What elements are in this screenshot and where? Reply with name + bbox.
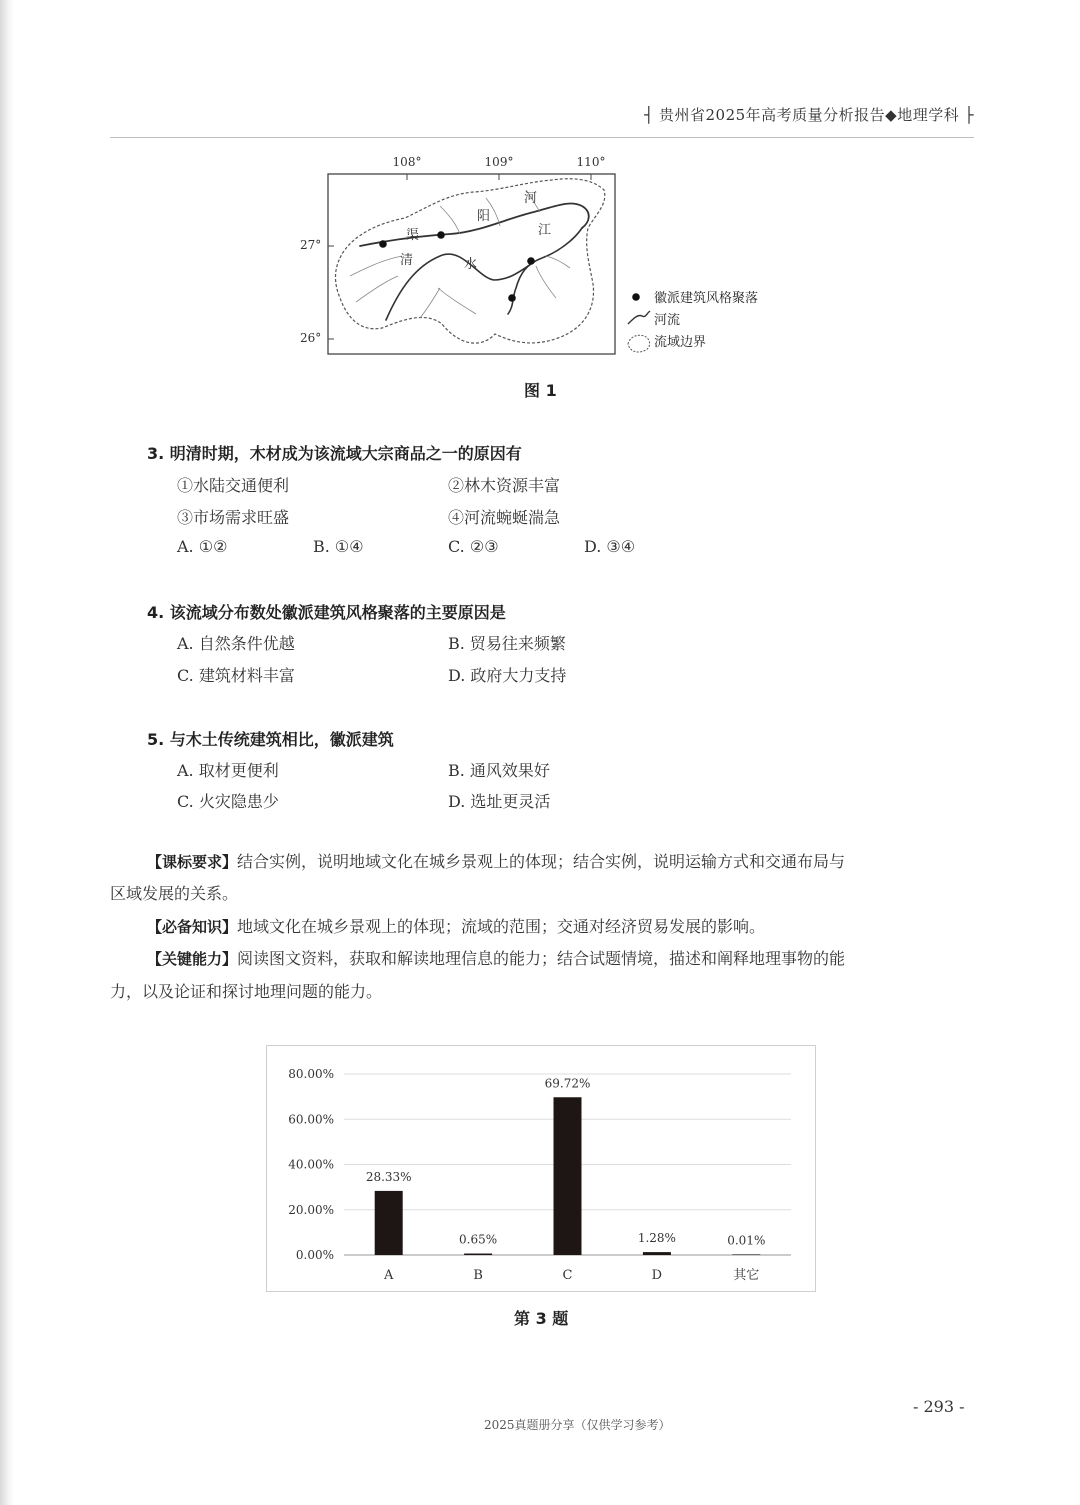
legend-boundary: 流域边界 — [654, 335, 707, 350]
q4-option-c: C. 建筑材料丰富 — [177, 666, 295, 685]
y-tick-label: 20.00% — [288, 1202, 334, 1217]
map-figure — [290, 148, 810, 366]
standard-text: 结合实例，说明地域文化在城乡景观上的体现；结合实例，说明运输方式和交通布局与 — [237, 852, 846, 871]
lat-label: 26° — [300, 331, 322, 345]
q3-item: ②林木资源丰富 — [448, 476, 561, 495]
knowledge-label: 【必备知识】 — [147, 918, 238, 936]
page-number: - 293 - — [913, 1397, 965, 1416]
settlement-dot — [527, 257, 535, 265]
q5-option-d: D. 选址更灵活 — [448, 792, 551, 811]
lat-label: 27° — [300, 238, 322, 252]
x-tick-label: B — [473, 1268, 483, 1283]
ability-line-2: 力，以及论证和探讨地理问题的能力。 — [110, 982, 383, 1001]
ability-text: 阅读图文资料，获取和解读地理信息的能力；结合试题情境，描述和阐释地理事物的能 — [237, 949, 846, 968]
x-tick-label: A — [384, 1268, 394, 1283]
q3-title: 3. 明清时期，木材成为该流域大宗商品之一的原因有 — [147, 444, 522, 463]
ability-line-1 — [147, 943, 845, 975]
y-tick-label: 60.00% — [288, 1112, 334, 1127]
q3-item: ④河流蜿蜒湍急 — [448, 508, 561, 527]
q3-item: ③市场需求旺盛 — [177, 508, 290, 527]
standard-line-1 — [147, 846, 845, 878]
q4-title: 4. 该流域分布数处徽派建筑风格聚落的主要原因是 — [147, 603, 506, 622]
lon-label: 109° — [484, 155, 514, 169]
river-char: 水 — [464, 257, 478, 272]
river-char: 江 — [538, 223, 552, 238]
legend-boundary-icon — [628, 335, 650, 352]
settlement-dot — [437, 231, 445, 239]
knowledge-line — [147, 911, 765, 943]
x-tick-label: D — [651, 1268, 663, 1283]
legend-dot-icon — [632, 293, 640, 301]
footer-note: 2025真题册分享（仅供学习参考） — [484, 1418, 671, 1432]
x-tick-label: 其它 — [733, 1268, 760, 1283]
q4-option-a: A. 自然条件优越 — [177, 634, 295, 653]
legend-settlement: 徽派建筑风格聚落 — [654, 291, 759, 306]
map-legend — [628, 290, 758, 352]
bar-value-label: 69.72% — [544, 1076, 591, 1091]
bar-value-label: 28.33% — [365, 1169, 412, 1184]
settlement-dot — [508, 294, 516, 302]
lon-label: 110° — [576, 155, 606, 169]
q5-option-b: B. 通风效果好 — [448, 761, 550, 780]
page-header — [110, 104, 974, 136]
header-title: ┤ 贵州省2025年高考质量分析报告◆地理学科 ├ — [644, 106, 974, 124]
chart-caption: 第 3 题 — [514, 1309, 569, 1328]
river-char: 渠 — [406, 228, 420, 243]
q4-option-d: D. 政府大力支持 — [448, 666, 567, 685]
legend-river-icon — [628, 311, 650, 324]
knowledge-text: 地域文化在城乡景观上的体现；流域的范围；交通对经济贸易发展的影响。 — [237, 917, 766, 936]
bar-value-label: 0.65% — [459, 1232, 498, 1247]
settlement-dot — [379, 240, 387, 248]
q5-title: 5. 与木土传统建筑相比，徽派建筑 — [147, 730, 394, 749]
y-tick-label: 40.00% — [288, 1157, 334, 1172]
bar — [732, 1254, 760, 1255]
bar — [643, 1252, 671, 1255]
header-rule — [110, 137, 974, 138]
q5-option-c: C. 火灾隐患少 — [177, 792, 279, 811]
bar — [464, 1254, 492, 1255]
q3-item: ①水陆交通便利 — [177, 476, 290, 495]
y-tick-label: 80.00% — [288, 1067, 334, 1081]
q3-option-c: C. ②③ — [448, 537, 499, 556]
standard-line-2: 区域发展的关系。 — [110, 884, 239, 903]
bar — [375, 1191, 403, 1255]
q3-option-a: A. ①② — [177, 537, 228, 556]
q5-option-a: A. 取材更便利 — [177, 761, 279, 780]
river-char: 清 — [400, 253, 414, 268]
standard-label: 【课标要求】 — [147, 853, 238, 871]
river-char: 阳 — [477, 209, 491, 224]
legend-river: 河流 — [654, 313, 681, 328]
bar — [554, 1097, 582, 1255]
q3-option-b: B. ①④ — [313, 537, 364, 556]
page-edge — [0, 0, 14, 1505]
ability-label: 【关键能力】 — [147, 950, 238, 968]
x-tick-label: C — [562, 1268, 573, 1283]
bar-value-label: 0.01% — [727, 1233, 766, 1248]
y-tick-label: 0.00% — [295, 1248, 334, 1262]
bar-value-label: 1.28% — [637, 1231, 676, 1246]
q4-option-b: B. 贸易往来频繁 — [448, 634, 566, 653]
q3-option-d: D. ③④ — [584, 537, 636, 556]
river-char: 河 — [524, 191, 538, 206]
bar-chart — [266, 1045, 816, 1292]
lon-label: 108° — [392, 155, 422, 169]
map-caption: 图 1 — [524, 381, 557, 400]
